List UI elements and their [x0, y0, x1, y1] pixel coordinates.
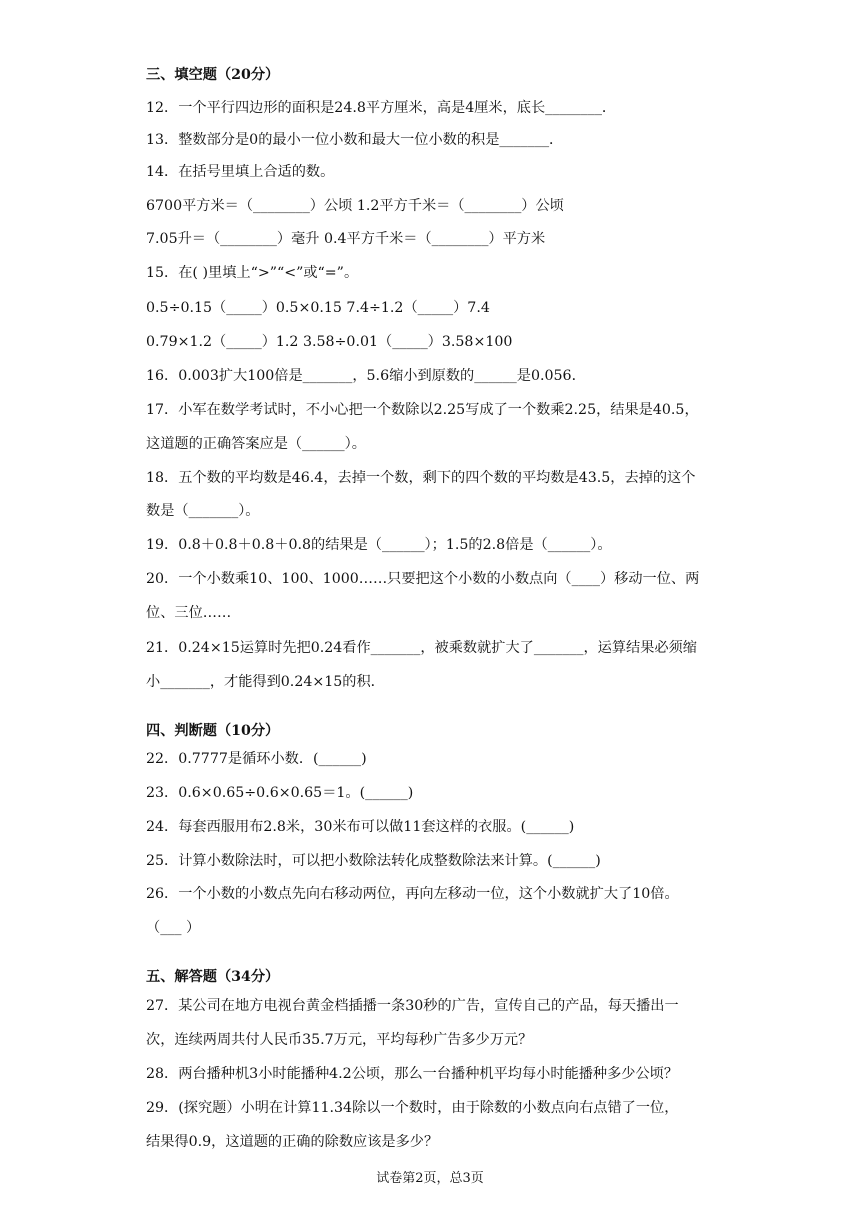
question-19: 19．0.8＋0.8＋0.8＋0.8的结果是（______）；1.5的2.8倍是（______）。: [146, 537, 612, 553]
section-4-heading: 四、判断题（10分）: [146, 723, 280, 739]
question-12: 12．一个平行四边形的面积是24.8平方厘米，高是4厘米，底长________．: [146, 100, 617, 116]
question-15-row-1: 0.5÷0.15（_____）0.5×0.15 7.4÷1.2（_____）7.4: [146, 300, 490, 316]
question-17-line-2: 这道题的正确答案应是（______）。: [146, 436, 366, 452]
question-16: 16．0.003扩大100倍是_______，5.6缩小到原数的______是0.056．: [146, 368, 586, 384]
page-footer: 试卷第2页，总3页: [376, 1171, 484, 1186]
question-18-line-1: 18．五个数的平均数是46.4，去掉一个数，剩下的四个数的平均数是43.5，去掉的这个: [146, 470, 696, 486]
question-26-line-2: （___ ）: [146, 920, 201, 936]
question-14-row-2: 7.05升＝（________）毫升 0.4平方千米＝（________）平方米: [146, 231, 546, 247]
section-5-heading: 五、解答题（34分）: [146, 969, 280, 985]
question-15-row-2: 0.79×1.2（_____）1.2 3.58÷0.01（_____）3.58×100: [146, 334, 513, 350]
question-14: 14．在括号里填上合适的数。: [146, 164, 335, 180]
question-27-line-2: 次，连续两周共付人民币35.7万元，平均每秒广告多少万元？: [146, 1032, 533, 1048]
question-20-line-1: 20．一个小数乘10、100、1000……只要把这个小数的小数点向（____）移动一位、两: [146, 571, 700, 587]
question-21-line-1: 21．0.24×15运算时先把0.24看作_______，被乘数就扩大了_______，运算结果必须缩: [146, 640, 697, 656]
question-27-line-1: 27．某公司在地方电视台黄金档插播一条30秒的广告，宣传自己的产品，每天播出一: [146, 998, 679, 1014]
question-26-line-1: 26．一个小数的小数点先向右移动两位，再向左移动一位，这个小数就扩大了10倍。: [146, 886, 679, 902]
question-15: 15．在( )里填上“>”“<”或“=”。: [146, 265, 359, 281]
question-24: 24．每套西服用布2.8米，30米布可以做11套这样的衣服。(______): [146, 819, 575, 835]
question-17-line-1: 17．小军在数学考试时，不小心把一个数除以2.25写成了一个数乘2.25，结果是40.5，: [146, 402, 699, 418]
question-20-line-2: 位、三位……: [146, 605, 232, 621]
section-3-heading: 三、填空题（20分）: [146, 67, 280, 83]
question-29-line-1: 29．(探究题）小明在计算11.34除以一个数时，由于除数的小数点向右点错了一位，: [146, 1100, 679, 1116]
question-28: 28．两台播种机3小时能播种4.2公顷，那么一台播种机平均每小时能播种多少公顷？: [146, 1066, 679, 1082]
question-21-line-2: 小_______，才能得到0.24×15的积．: [146, 674, 385, 690]
question-22: 22．0.7777是循环小数．(______): [146, 751, 367, 767]
question-14-row-1: 6700平方米＝（________）公顷 1.2平方千米＝（________）公顷: [146, 198, 564, 214]
question-29-line-2: 结果得0.9，这道题的正确的除数应该是多少？: [146, 1134, 439, 1150]
question-25: 25．计算小数除法时，可以把小数除法转化成整数除法来计算。(______): [146, 853, 601, 869]
question-23: 23．0.6×0.65÷0.6×0.65＝1。(______): [146, 785, 414, 801]
question-13: 13．整数部分是0的最小一位小数和最大一位小数的积是_______．: [146, 132, 564, 148]
question-18-line-2: 数是（_______）。: [146, 503, 260, 519]
